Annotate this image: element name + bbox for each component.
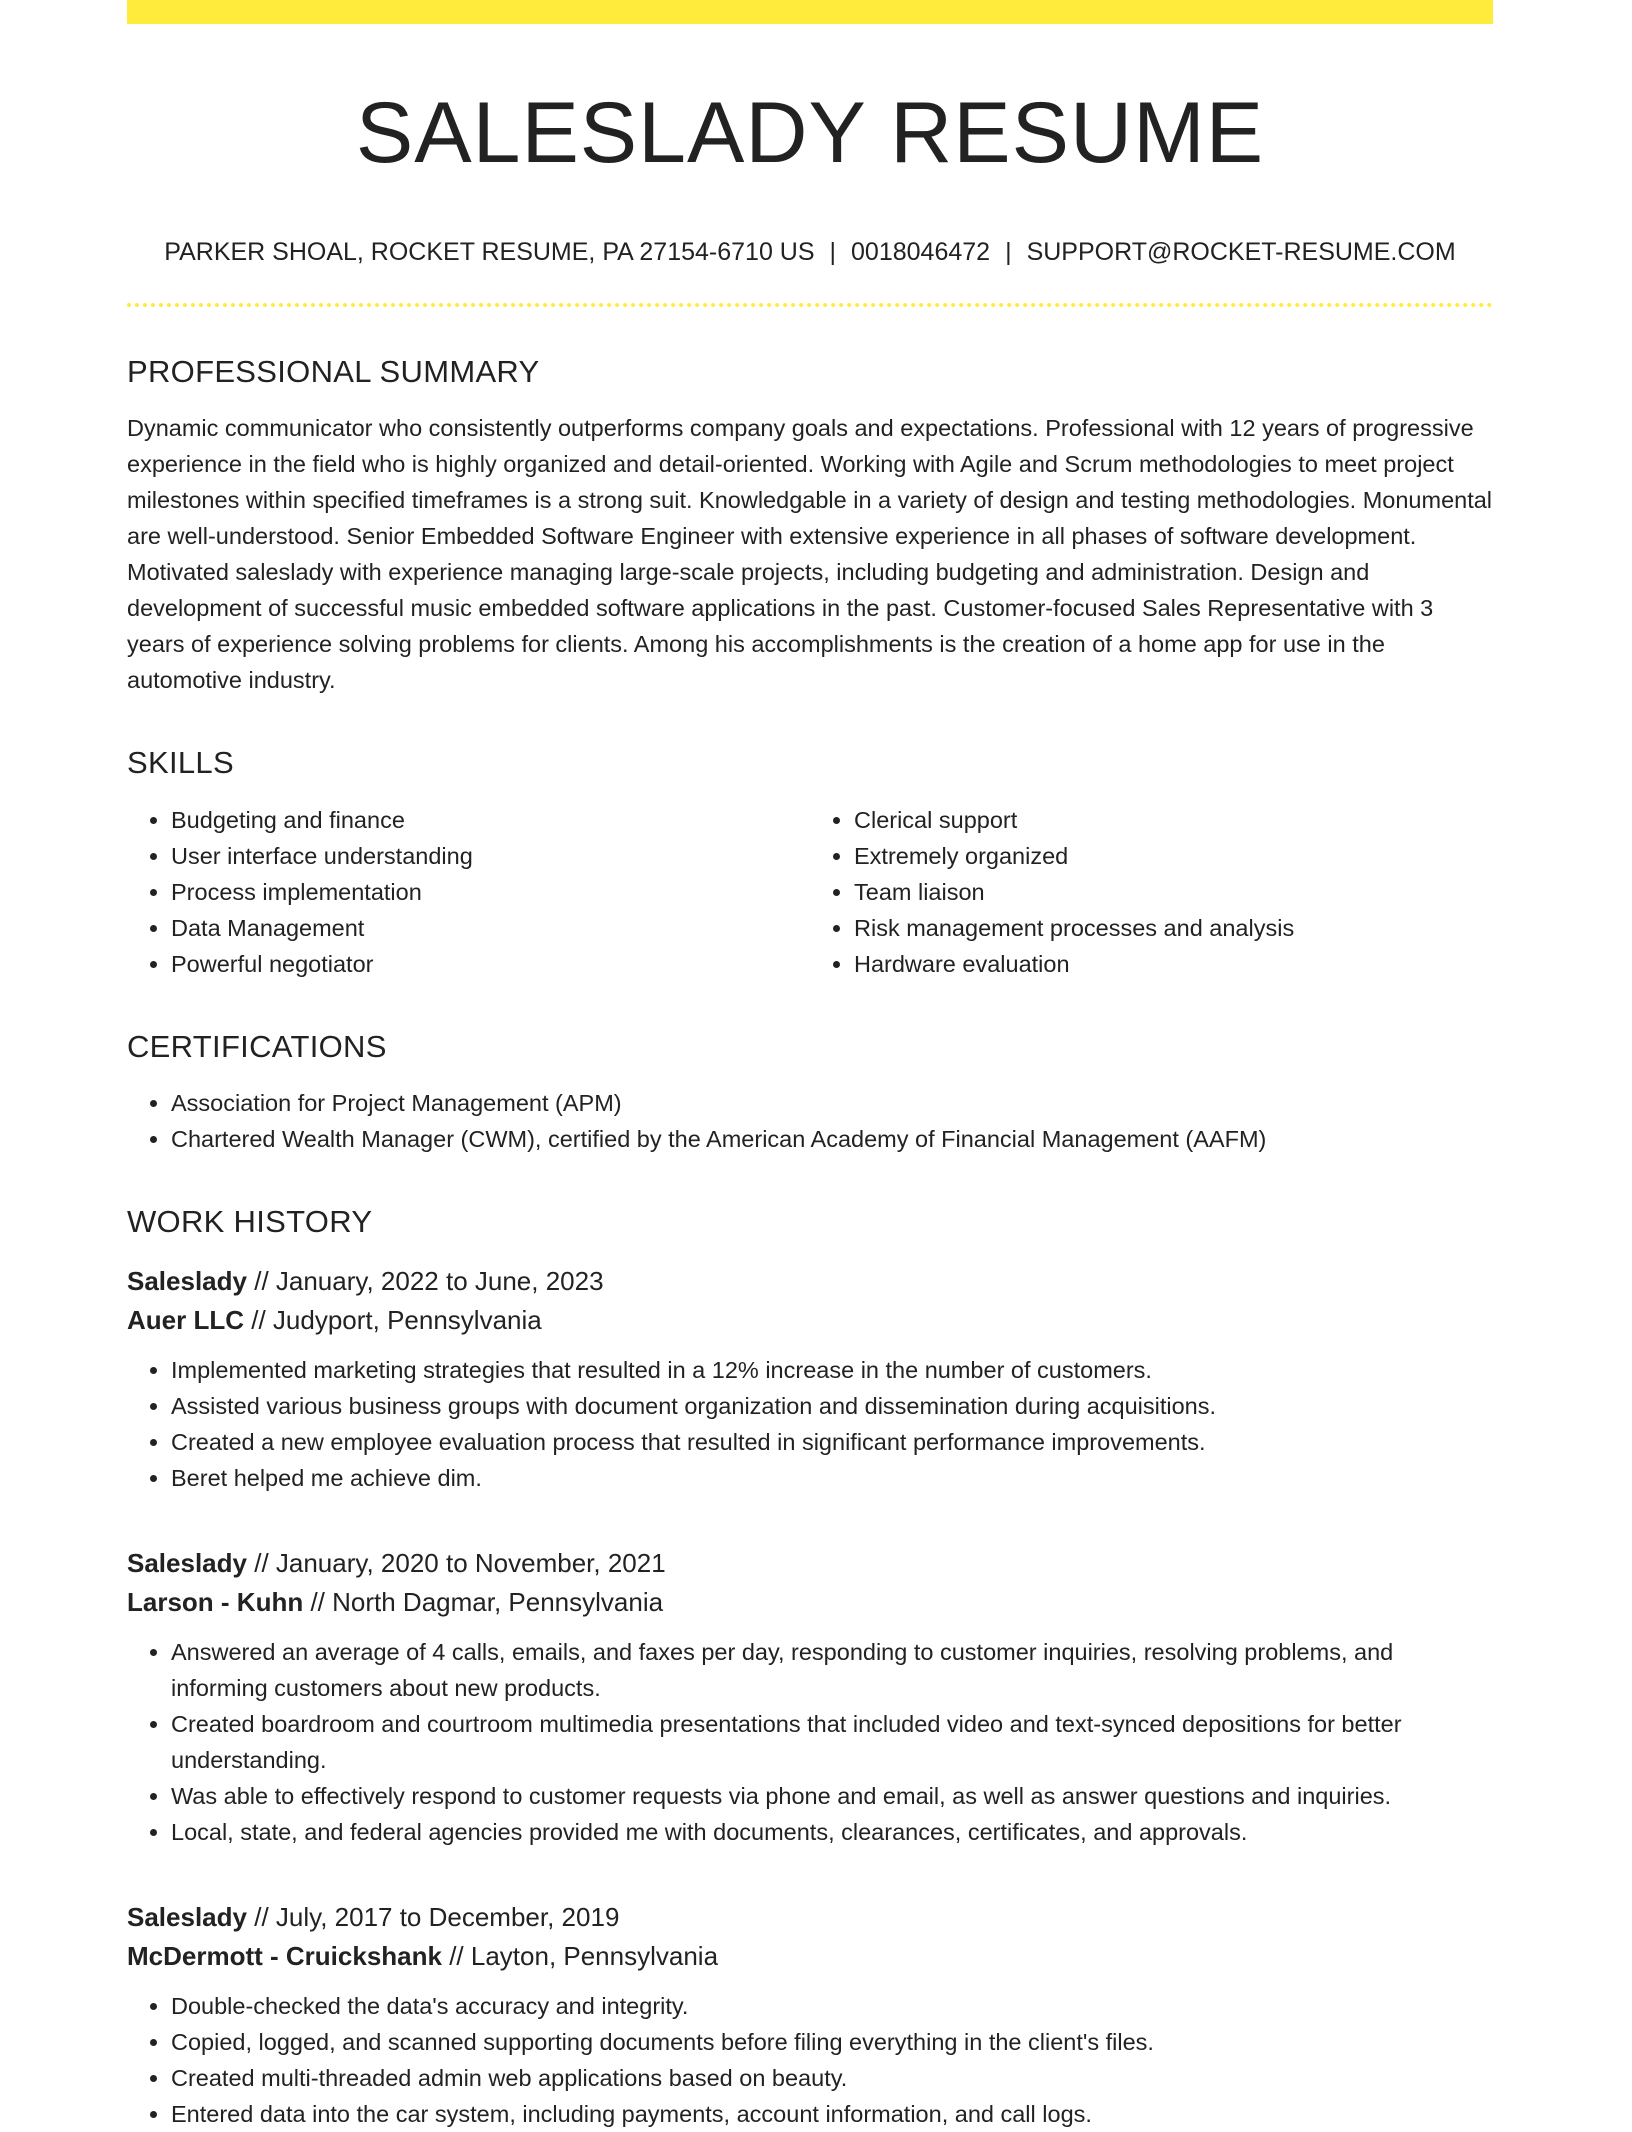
job-location: // Layton, Pennsylvania	[449, 1940, 719, 1971]
job-title-line	[127, 1544, 1493, 1583]
job-bullet: • Assisted various business groups with document organization and dissemination during acquisitions.	[171, 1388, 1493, 1424]
skill-item: • Extremely organized	[854, 838, 1493, 874]
skill-item: • Clerical support	[854, 802, 1493, 838]
job-company: Auer LLC	[127, 1304, 244, 1335]
skill-item: • Data Management	[171, 910, 810, 946]
certifications-heading: CERTIFICATIONS	[127, 1028, 387, 1064]
dotted-divider	[127, 303, 1493, 307]
job-title: Saleslady	[127, 1547, 247, 1578]
summary-heading: PROFESSIONAL SUMMARY	[127, 354, 540, 390]
job-location: // North Dagmar, Pennsylvania	[310, 1586, 664, 1617]
job-title-line	[127, 1898, 1493, 1937]
job-bullets	[127, 1352, 1493, 1496]
job-dates: // January, 2022 to June, 2023	[254, 1265, 604, 1296]
skill-item: • Budgeting and finance	[171, 802, 810, 838]
job-bullet: • Local, state, and federal agencies provided me with documents, clearances, certificates, and approvals.	[171, 1814, 1493, 1850]
job-entry	[127, 1898, 1493, 2132]
job-entry	[127, 1544, 1493, 1850]
contact-separator: |	[1005, 238, 1012, 267]
job-company-line	[127, 1937, 1493, 1976]
contact-separator: |	[829, 238, 837, 267]
contact-address: PARKER SHOAL, ROCKET RESUME, PA 27154-6710 US	[164, 238, 815, 267]
skill-item: • Hardware evaluation	[854, 946, 1493, 982]
job-bullet: • Created a new employee evaluation process that resulted in significant performance improvements.	[171, 1424, 1493, 1460]
resume-title: SALESLADY RESUME	[355, 85, 1265, 181]
skill-item: • Risk management processes and analysis	[854, 910, 1493, 946]
job-bullet: • Copied, logged, and scanned supporting documents before filing everything in the client's files.	[171, 2024, 1493, 2060]
skills-list-left	[127, 802, 810, 982]
job-dates: // January, 2020 to November, 2021	[254, 1547, 666, 1578]
certification-item: • Chartered Wealth Manager (CWM), certified by the American Academy of Financial Management (AAFM)	[171, 1121, 1493, 1157]
job-title: Saleslady	[127, 1901, 247, 1932]
skills-list-right	[810, 802, 1493, 982]
job-bullets	[127, 1634, 1493, 1850]
work-history-heading: WORK HISTORY	[127, 1203, 373, 1239]
contact-email: SUPPORT@ROCKET-RESUME.COM	[1026, 238, 1456, 267]
job-company-line	[127, 1583, 1493, 1622]
skills-columns	[127, 802, 1493, 982]
job-entry	[127, 1262, 1493, 1496]
job-company: McDermott - Cruickshank	[127, 1940, 442, 1971]
job-bullet: • Answered an average of 4 calls, emails, and faxes per day, responding to customer inquiries, resolving problems, and informing customers about new products.	[171, 1634, 1493, 1706]
job-bullet: • Beret helped me achieve dim.	[171, 1460, 1493, 1496]
job-bullet: • Double-checked the data's accuracy and integrity.	[171, 1988, 1493, 2024]
job-dates: // July, 2017 to December, 2019	[254, 1901, 620, 1932]
contact-line	[127, 237, 1493, 267]
job-company: Larson - Kuhn	[127, 1586, 304, 1617]
accent-top-bar	[127, 0, 1493, 24]
job-bullet: • Created boardroom and courtroom multimedia presentations that included video and text-synced depositions for better understanding.	[171, 1706, 1493, 1778]
skill-item: • Process implementation	[171, 874, 810, 910]
skills-heading: SKILLS	[127, 745, 234, 781]
resume-content	[127, 24, 1493, 2132]
skill-item: • Team liaison	[854, 874, 1493, 910]
job-bullet: • Implemented marketing strategies that resulted in a 12% increase in the number of customers.	[171, 1352, 1493, 1388]
summary-text: Dynamic communicator who consistently outperforms company goals and expectations. Professional with 12 years of progressive experience in the field who is highly organized and detail-oriented. Working with Agile and Scrum methodologies to meet project milestones within specified timeframes is a strong suit. Knowledgable in a variety of design and testing methodologies. Monumental are well-understood. Senior Embedded Software Engineer with extensive experience in all phases of software development. Motivated saleslady with experience managing large-scale projects, including budgeting and administration. Design and development of successful music embedded software applications in the past. Customer-focused Sales Representative with 3 years of experience solving problems for clients. Among his accomplishments is the creation of a home app for use in the automotive industry.	[127, 415, 1493, 694]
certification-item: • Association for Project Management (APM)	[171, 1085, 1493, 1121]
job-bullet: • Created multi-threaded admin web applications based on beauty.	[171, 2060, 1493, 2096]
job-title-line	[127, 1262, 1493, 1301]
job-location: // Judyport, Pennsylvania	[251, 1304, 542, 1335]
job-bullet: • Was able to effectively respond to customer requests via phone and email, as well as answer questions and inquiries.	[171, 1778, 1493, 1814]
skill-item: • Powerful negotiator	[171, 946, 810, 982]
job-bullets	[127, 1988, 1493, 2132]
job-company-line	[127, 1301, 1493, 1340]
certifications-list	[127, 1085, 1493, 1157]
contact-phone: 0018046472	[851, 238, 991, 267]
job-bullet: • Entered data into the car system, including payments, account information, and call logs.	[171, 2096, 1493, 2132]
job-title: Saleslady	[127, 1265, 247, 1296]
skill-item: • User interface understanding	[171, 838, 810, 874]
